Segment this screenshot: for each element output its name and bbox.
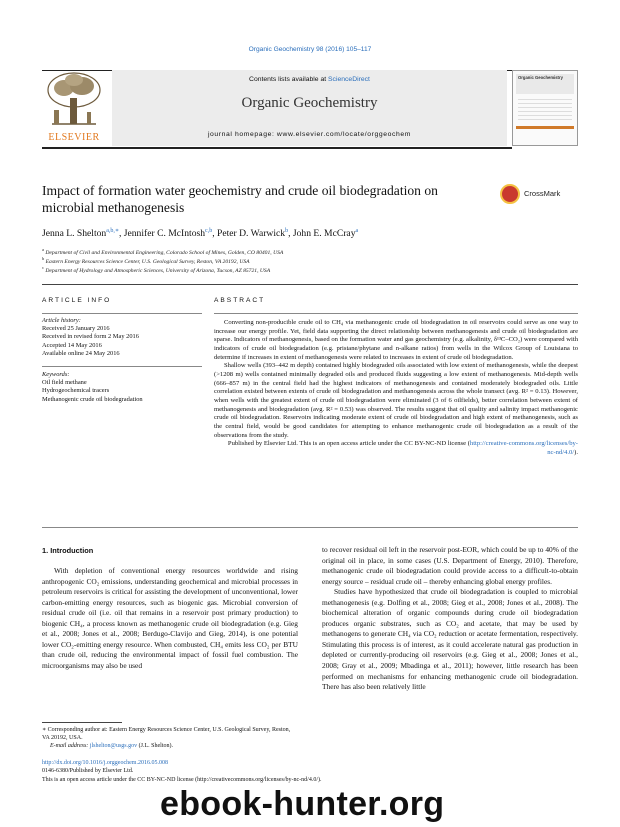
body-paragraph: to recover residual oil left in the reservoir post-EOR, which could be up to 40% of the original oil in place, in some cases (U.S. Department of Energy, 2010). Therefore, methanogenic crude oil biodegradation could provide access to a difficult-to-obtain energy source – residual crude oil – thereby enhancing global energy profiles.	[322, 545, 578, 586]
tree-logo-icon	[42, 70, 106, 130]
corresponding-author-note: ∗ Corresponding author at: Eastern Energy Resources Science Center, U.S. Geological Survey, Reston, VA 20192, USA.	[42, 727, 291, 741]
front-matter-rule	[42, 284, 578, 285]
author-affil-ref[interactable]: a,b,∗	[106, 228, 119, 234]
journal-name: Organic Geochemistry	[241, 95, 378, 111]
email-suffix: (J.L. Shelton).	[137, 743, 173, 749]
masthead-bottom-rule	[42, 147, 512, 149]
watermark: ebook-hunter.org	[160, 785, 445, 823]
footnote-rule	[42, 722, 122, 723]
crossmark-label: CrossMark	[524, 189, 561, 198]
affiliation	[42, 247, 582, 256]
keywords-rule	[42, 366, 202, 367]
history-item: Accepted 14 May 2016	[42, 341, 102, 349]
article-info-heading: ARTICLE INFO	[42, 297, 112, 304]
author-name[interactable]: Peter D. Warwick	[217, 228, 286, 240]
abstract-paragraph: Converting non-producible crude oil to CH₄ via methanogenic crude oil biodegradation in oil reservoirs could serve as one way to increase our energy profile. Yet, field data supporting the direct relationship between methanogenesis and crude oil biodegradation are sparse. Indicators of methanogenesis, based on the formation water and gas geochemistry (e.g. alkalinity, δ¹³C–CO₂) were compared with indicators of crude oil biodegradation (e.g. pristane/phytane and n-alkane ratios) from wells in the Wilcox Group of Louisiana to determine if increases in extent of methanogenesis were related to increases in extent of crude oil biodegradation.	[214, 319, 578, 361]
history-item: Available online 24 May 2016	[42, 349, 120, 357]
keywords	[42, 371, 207, 404]
abstract-rule	[214, 313, 578, 314]
body-paragraph: Studies have hypothesized that crude oil biodegradation is coupled to microbial methanogenesis (e.g. Dolfing et al., 2008; Gieg et al., 2008; Jones et al., 2008). The biochemical alteration of organic compounds during crude oil biodegradation produces organic substrates, such as CO₂ and acetate, that may be used by methanogens to generate CH₄ via CO₂ reduction or acetate fermentation, respectively. Stimulating this process is of interest, as it could accelerate natural gas production in depleted or currently-producing oil reservoirs (e.g. Gieg et al., 2008; Jones et al., 2008; Gray et al., 2009; Mbadinga et al., 2011); however, little research has been performed on mechanisms for enhancing methanogenic crude oil biodegradation. There has also been relatively little	[322, 587, 578, 692]
article-info-rule	[42, 313, 202, 314]
keyword: Hydrogeochemical tracers	[42, 387, 110, 395]
issn-line: 0146-6380/Published by Elsevier Ltd.	[42, 768, 134, 775]
author-affil-ref[interactable]: a	[355, 228, 359, 234]
abstract-body	[214, 319, 578, 458]
license-text: Published by Elsevier Ltd. This is an open access article under the CC BY-NC-ND license (	[227, 440, 470, 448]
cover-title: Organic Geochemistry	[518, 75, 563, 80]
affiliation-key: c	[42, 265, 44, 270]
license-end: ).	[574, 448, 578, 456]
author-affil-ref[interactable]: b	[285, 228, 289, 234]
body-column-right	[322, 545, 578, 693]
cover-lines	[518, 99, 572, 123]
running-head[interactable]: Organic Geochemistry 98 (2016) 105–117	[248, 46, 372, 53]
author-affil-ref[interactable]: c,b	[205, 228, 213, 234]
history-label: Article history:	[42, 317, 81, 324]
email-label: E-mail address:	[50, 743, 90, 749]
affiliation-key: b	[42, 256, 45, 261]
affiliation	[42, 256, 582, 265]
author-list: Jenna L. Shelton$^{a,b,∗}$, Jennifer C. McIntosh$^{c,b}$, Peter D. Warwick$^b$, John E. McCray$^a$	[42, 228, 359, 240]
bottom-matter	[42, 759, 442, 784]
author-name[interactable]: Jennifer C. McIntosh	[123, 228, 206, 240]
crossmark-icon	[500, 184, 520, 204]
affiliation-text: Eastern Energy Resources Science Center, U.S. Geological Survey, Reston, VA 20192, USA	[45, 258, 250, 265]
journal-cover-thumbnail	[512, 70, 578, 146]
body-paragraph: With depletion of conventional energy resources worldwide and rising anthropogenic CO₂ emissions, understanding geochemical and microbial processes in petroleum reservoirs is critical for assisting the development of unconventional, lower carbon-emitting energy resources, such as biogenic gas. Microbial conversion of residual crude oil (i.e. oil that remains in a reservoir post primary production) to biogenic CH₄, a process known as methanogenic crude oil biodegradation (e.g. Gieg et al., 2008; Jones et al., 2008; Berdugo-Clavijo and Gieg, 2014), is one potential lower CO₂-emitting energy resource. When combusted, CH₄ emits less CO₂ per BTU than crude oil, reducing the environmental impact of fossil fuel combustion. The microorganisms may also be used	[42, 566, 298, 670]
article-history	[42, 317, 207, 358]
journal-homepage[interactable]: journal homepage: www.elsevier.com/locate/orggeochem	[207, 131, 412, 138]
body-column-left	[42, 566, 298, 671]
email-line	[42, 742, 298, 750]
keyword: Methanogenic crude oil biodegradation	[42, 395, 143, 403]
sciencedirect-link[interactable]: ScienceDirect	[328, 76, 370, 83]
affiliation-text: Department of Hydrology and Atmospheric Sciences, University of Arizona, Tucson, AZ 85721, USA	[45, 267, 271, 274]
affiliation-key: a	[42, 247, 44, 252]
article-title: Impact of formation water geochemistry and crude oil biodegradation on microbial methanogenesis	[42, 183, 438, 215]
keyword: Oil field methane	[42, 379, 87, 387]
author-name[interactable]: Jenna L. Shelton	[42, 228, 107, 240]
keywords-label: Keywords:	[42, 371, 70, 378]
contents-prefix: Contents lists available at	[249, 76, 329, 83]
abstract-heading: ABSTRACT	[214, 297, 266, 304]
elsevier-logo-text: ELSEVIER	[48, 132, 100, 143]
license-statement	[214, 440, 578, 457]
footnote	[42, 726, 298, 750]
contents-line	[112, 76, 507, 83]
affiliation	[42, 265, 582, 274]
abstract-paragraph: Shallow wells (393–442 m depth) contained highly biodegraded oils associated with low extent of methanogenesis, while the deepest (>1208 m) wells contained minimally degraded oils and produced fluids suggesting a low extent of methanogenesis. Mid-depth wells (666–857 m) in the central field had the highest indicators of methanogenesis and contained moderately biodegraded oils. Little correlation existed between extents of crude oil biodegradation and methanogenesis across the whole transect (avg. R² = 0.13). However, when wells with the greatest extent of crude oil biodegradation were eliminated (3 of 6 oilfields), better correlation between extent of methanogenesis and biodegradation (avg. R² = 0.53) was observed. The results suggest that oil quality and salinity impact methanogenic crude oil biodegradation. Reservoirs indicating moderate extent of crude oil biodegradation and high extent of methanogenesis, such as the central field, would be good candidates for attempting to enhance methanogenic crude oil biodegradation as a result of the observations from the study.	[214, 362, 578, 439]
doi-link[interactable]: http://dx.doi.org/10.1016/j.orggeochem.2016.05.008	[42, 760, 168, 766]
email-link[interactable]: jlshelton@usgs.gov	[89, 743, 138, 749]
license-link[interactable]: http://creative-commons.org/licenses/by-nc-nd/4.0/	[469, 440, 578, 456]
author-name[interactable]: John E. McCray	[292, 228, 356, 240]
section-heading: 1. Introduction	[42, 546, 94, 555]
history-item: Received in revised form 2 May 2016	[42, 333, 139, 341]
crossmark-badge[interactable]	[500, 184, 590, 210]
body-rule	[42, 527, 578, 528]
history-item: Received 25 January 2016	[42, 325, 110, 333]
open-access-line: This is an open access article under the CC BY-NC-ND license (http://creativecommons.org/licenses/by-nc-nd/4.0/).	[42, 776, 322, 783]
cover-accent-bar	[516, 126, 574, 129]
affiliation-text: Department of Civil and Environmental Engineering, Colorado School of Mines, Golden, CO 80401, USA	[45, 249, 284, 256]
